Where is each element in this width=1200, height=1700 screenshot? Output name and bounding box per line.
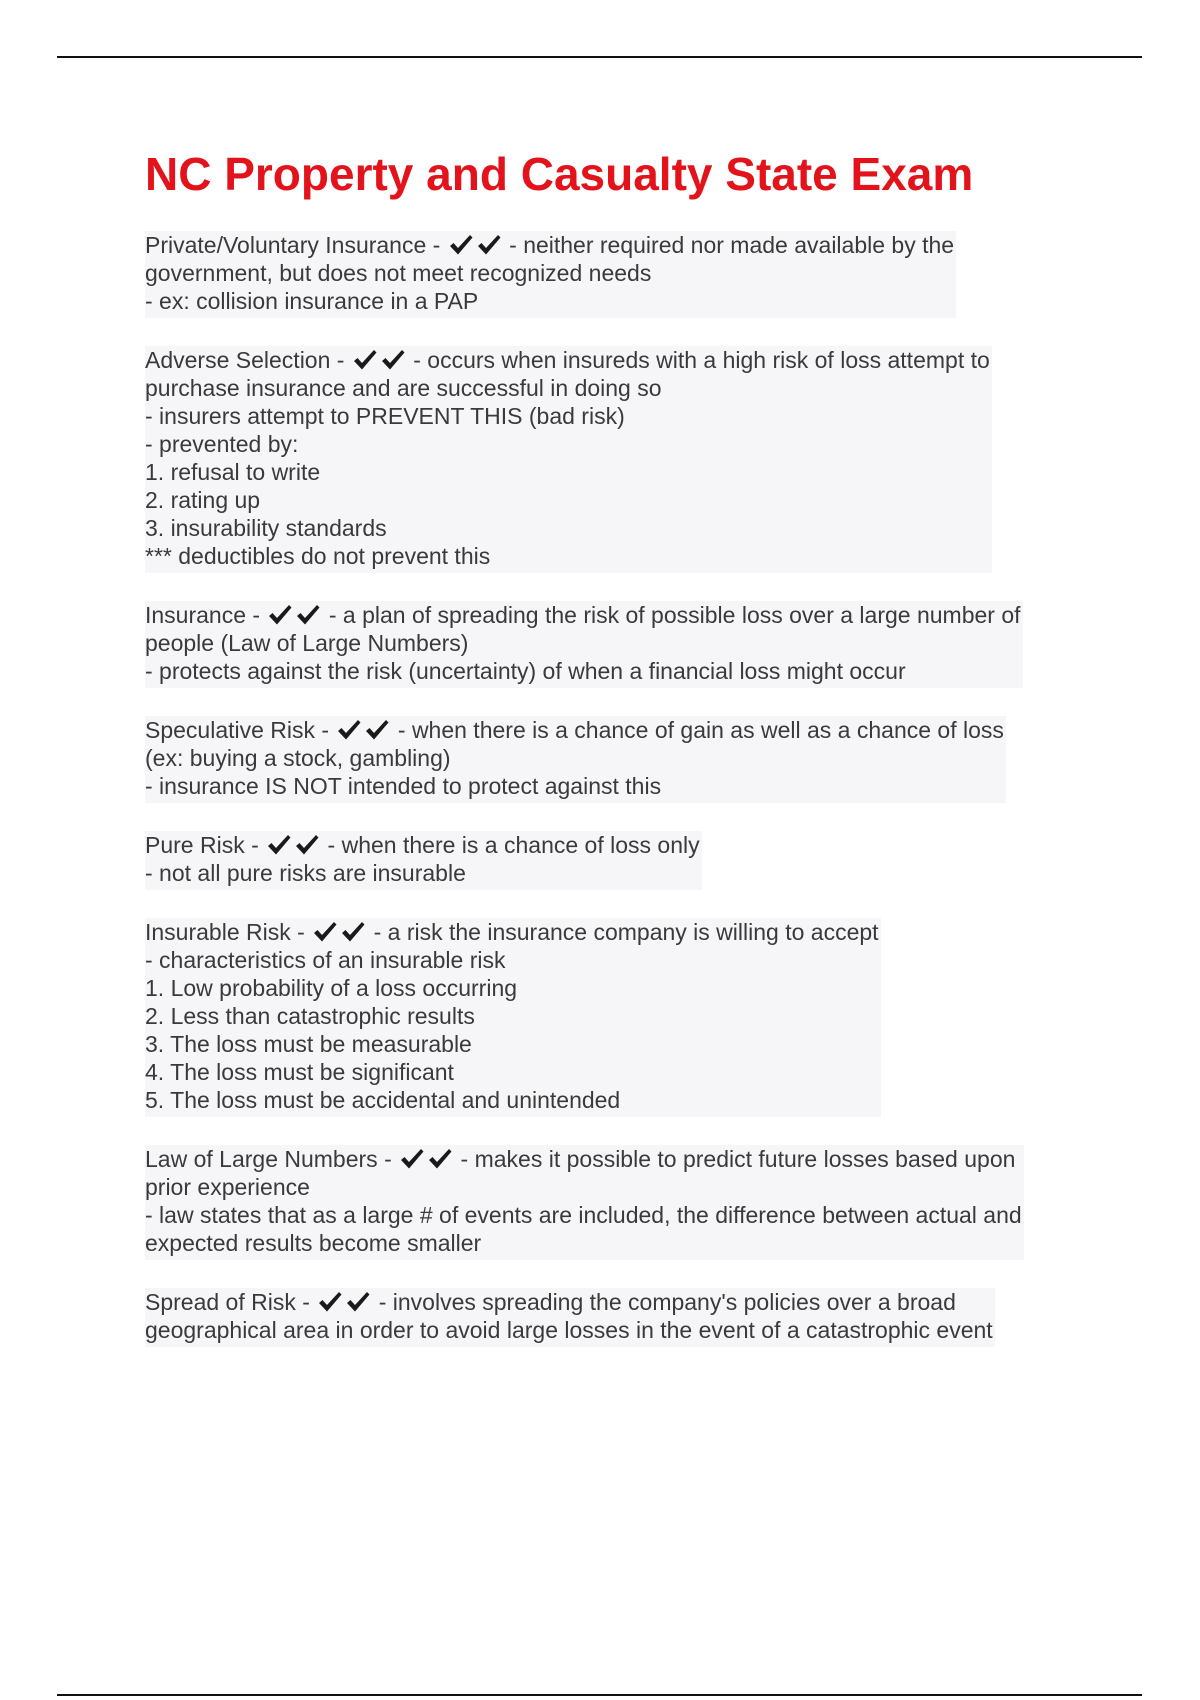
entry-first-line: Private/Voluntary Insurance - - neither required nor made available by the [145,232,955,258]
checkmark-icon [380,348,406,372]
entry-detail-line: - not all pure risks are insurable [145,860,466,886]
entry-definition: a risk the insurance company is willing to accept [387,919,879,945]
entry-term: Spread of Risk [145,1289,296,1315]
checkmark-icon [266,833,292,857]
entry-detail-line: 1. Low probability of a loss occurring [145,975,518,1001]
double-check-icons [311,918,367,946]
checkmark-icon [317,1290,343,1314]
entry-term: Private/Voluntary Insurance [145,232,427,258]
checkmark-icon [399,1147,425,1171]
entry-first-line: Pure Risk - - when there is a chance of loss only [145,832,700,858]
entry-detail-line: (ex: buying a stock, gambling) [145,745,451,771]
entry-definition: involves spreading the company's policies over a broad [392,1289,956,1315]
checkmark-icon [267,603,293,627]
entry-detail-line: - characteristics of an insurable risk [145,947,506,973]
double-check-icons [447,231,503,259]
checkmark-icon [345,1290,371,1314]
entry-detail-line: government, but does not meet recognized needs [145,260,652,286]
flashcard-entry [145,601,1023,688]
entry-first-line: Adverse Selection - - occurs when insureds with a high risk of loss attempt to [145,347,990,373]
entry-detail-line: - insurance IS NOT intended to protect against this [145,773,662,799]
double-check-icons [351,346,407,374]
checkmark-icon [364,718,390,742]
entry-first-line: Speculative Risk - - when there is a chance of gain as well as a chance of loss [145,717,1004,743]
checkmark-icon [352,348,378,372]
entry-first-line: Spread of Risk - - involves spreading the company's policies over a broad [145,1289,956,1315]
flashcard-list [145,231,1075,1375]
flashcard-entry [145,1288,995,1347]
flashcard-entry [145,716,1006,803]
double-check-icons [398,1145,454,1173]
entry-detail-line: 3. The loss must be measurable [145,1031,472,1057]
top-rule [57,56,1142,58]
entry-first-line: Insurance - - a plan of spreading the risk of possible loss over a large number of [145,602,1021,628]
entry-detail-line: - ex: collision insurance in a PAP [145,288,479,314]
flashcard-entry [145,918,881,1117]
entry-term: Insurance [145,602,247,628]
entry-definition: when there is a chance of loss only [341,832,700,858]
entry-detail-line: geographical area in order to avoid large losses in the event of a catastrophic event [145,1317,993,1343]
entry-detail-line: 2. Less than catastrophic results [145,1003,475,1029]
double-check-icons [316,1288,372,1316]
entry-detail-line: 2. rating up [145,487,261,513]
entry-definition: when there is a chance of gain as well as a chance of loss [411,717,1004,743]
checkmark-icon [295,603,321,627]
entry-detail-line: 4. The loss must be significant [145,1059,454,1085]
entry-first-line: Law of Large Numbers - - makes it possible to predict future losses based upon [145,1146,1016,1172]
flashcard-entry [145,346,992,573]
double-check-icons [265,831,321,859]
entry-first-line: Insurable Risk - - a risk the insurance company is willing to accept [145,919,879,945]
page-title: NC Property and Casualty State Exam [145,148,974,200]
entry-detail-line: 1. refusal to write [145,459,321,485]
entry-detail-line: purchase insurance and are successful in doing so [145,375,662,401]
entry-definition: makes it possible to predict future losses based upon [474,1146,1016,1172]
checkmark-icon [476,233,502,257]
entry-term: Law of Large Numbers [145,1146,378,1172]
double-check-icons [266,601,322,629]
flashcard-entry [145,231,956,318]
checkmark-icon [427,1147,453,1171]
checkmark-icon [294,833,320,857]
entry-detail-line: - law states that as a large # of events are included, the difference between actual and [145,1202,1022,1228]
entry-detail-line: - prevented by: [145,431,299,457]
double-check-icons [335,716,391,744]
flashcard-entry [145,831,702,890]
entry-term: Insurable Risk [145,919,291,945]
entry-detail-line: people (Law of Large Numbers) [145,630,469,656]
entry-definition: occurs when insureds with a high risk of loss attempt to [427,347,990,373]
checkmark-icon [340,920,366,944]
entry-term: Adverse Selection [145,347,331,373]
entry-detail-line: - protects against the risk (uncertainty) of when a financial loss might occur [145,658,906,684]
entry-detail-line: *** deductibles do not prevent this [145,543,491,569]
entry-term: Pure Risk [145,832,245,858]
checkmark-icon [448,233,474,257]
entry-detail-line: - insurers attempt to PREVENT THIS (bad risk) [145,403,625,429]
entry-detail-line: prior experience [145,1174,310,1200]
entry-detail-line: 5. The loss must be accidental and unintended [145,1087,621,1113]
entry-definition: a plan of spreading the risk of possible loss over a large number of [342,602,1021,628]
flashcard-entry [145,1145,1024,1260]
entry-term: Speculative Risk [145,717,316,743]
entry-detail-line: 3. insurability standards [145,515,387,541]
checkmark-icon [336,718,362,742]
checkmark-icon [312,920,338,944]
entry-definition: neither required nor made available by the [523,232,955,258]
entry-detail-line: expected results become smaller [145,1230,482,1256]
bottom-rule [57,1694,1142,1696]
